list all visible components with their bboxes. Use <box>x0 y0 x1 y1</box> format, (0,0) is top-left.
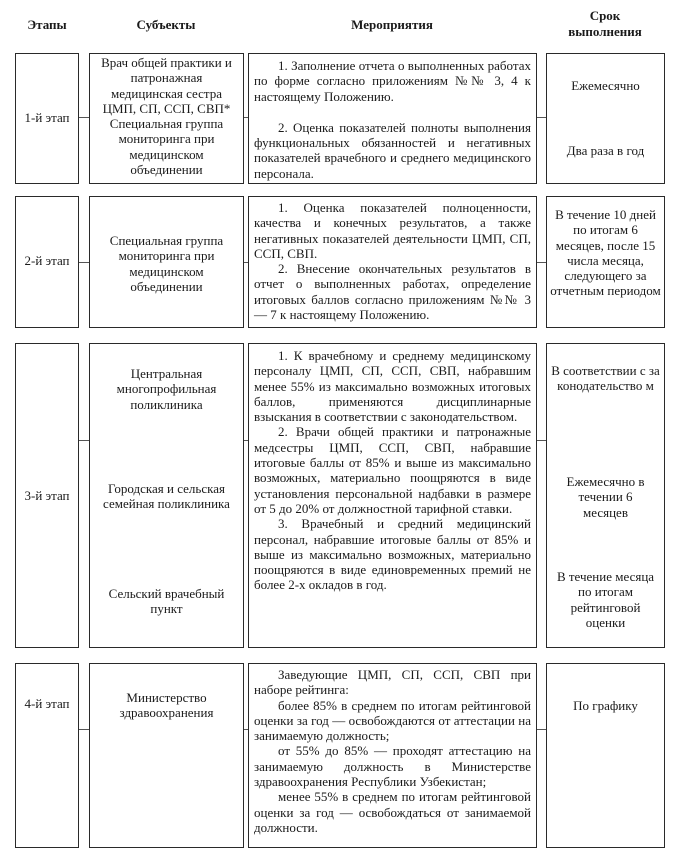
activity-item: менее 55% в среднем по итогам рейтинговой оценки за год — освобождаться от занимаемой должности. <box>254 789 531 835</box>
connector-line <box>537 262 546 263</box>
subject-item: Центральная многопрофильная поликлиника <box>116 366 217 412</box>
header-deadline-line1: Срок <box>589 8 621 23</box>
activity-item: более 85% в среднем по итогам рейтинговой оценки за год — освобождаются от аттестации на занимаемую должность; <box>254 697 531 744</box>
stage-label: 1-й этап <box>24 110 70 125</box>
connector-line <box>79 440 89 441</box>
header-deadline-line2: выполнения <box>568 24 642 39</box>
connector-line <box>79 117 89 118</box>
stage-label: 3-й этап <box>24 488 70 503</box>
stage-box <box>15 343 79 648</box>
stage-box <box>15 196 79 328</box>
header-activities: Мероприятия <box>351 17 433 32</box>
subject-item: Министерство здравоохранения <box>119 690 214 721</box>
stage-label: 2-й этап <box>24 253 70 268</box>
subject-item: Городская и сельская семейная поликлиника <box>103 481 230 512</box>
connector-line <box>537 440 546 441</box>
deadline-box <box>546 663 665 848</box>
stage-box <box>15 663 79 848</box>
deadline-item: В течение 10 дней по итогам 6 месяцев, после 15 числа месяца, следующего за отчетным периодом <box>550 207 661 299</box>
activity-item: 2. Врачи общей практики и патронажные медсестры ЦМП, ССП, СВП, набравшие итоговые баллы от 85% и выше из максимально возможных, материально поощряются в виде установления персональной надбавки в размере от 5 до 20% от должностной тарифной ставки. <box>254 424 531 516</box>
deadline-box <box>546 196 665 328</box>
deadline-item: В соответствии с законодательство м <box>551 363 660 394</box>
activity-item: 3. Врачебный и средний медицинский персонал, набравшие итоговые баллы от 85% и выше из максимально возможных, материально поощряются в виде единовременных премий не более 2-х окладов в год. <box>254 516 531 593</box>
subjects-box <box>89 343 244 648</box>
connector-line <box>79 262 89 263</box>
header-subjects: Субъекты <box>136 17 196 32</box>
deadline-item: Ежемесячно в течении 6 месяцев <box>566 474 645 520</box>
subject-item: Врач общей практики и патронажная медицинская сестра ЦМП, СП, ССП, СВП* <box>101 55 232 116</box>
subjects-box <box>89 663 244 848</box>
subjects-box <box>89 196 244 328</box>
header-stage: Этапы <box>27 17 67 32</box>
activity-item: 1. К врачебному и среднему медицинскому персоналу ЦМП, СП, ССП, СВП, набравшим менее 55% из максимально возможных итоговых баллов, применяются дисциплинарные взыскания в соответствии с законодательством. <box>254 348 531 425</box>
connector-line <box>79 729 89 730</box>
activity-item: 2. Внесение окончательных результатов в отчет о выполненных работах, определение итоговых баллов согласно приложениям №№ 3 — 7 к настоящему Положению. <box>254 261 531 323</box>
deadline-item: В течение месяца по итогам рейтинговой оценки <box>556 569 655 630</box>
deadline-box <box>546 53 665 184</box>
deadline-box <box>546 343 665 648</box>
deadline-item: Два раза в год <box>566 143 645 158</box>
subjects-box <box>89 53 244 184</box>
activity-item: Заведующие ЦМП, СП, ССП, СВП при наборе рейтинга: <box>254 667 531 698</box>
subject-item: Специальная группа мониторинга при медицинском объединении <box>109 233 224 294</box>
activities-box <box>248 196 537 328</box>
stage-label: 4-й этап <box>24 696 70 711</box>
activities-box <box>248 53 537 184</box>
activities-box <box>248 343 537 648</box>
connector-line <box>537 117 546 118</box>
connector-line <box>537 729 546 730</box>
subject-item: Специальная группа мониторинга при медицинском объединении <box>109 116 224 178</box>
stage-box <box>15 53 79 184</box>
activity-item: 2. Оценка показателей полноты выполнения функциональных обязанностей и негативных показателей врачебного и среднего медицинского персонала. <box>254 119 531 181</box>
activity-item: 1. Заполнение отчета о выполненных работах по форме согласно приложениям №№ 3, 4 к настоящему Положению. <box>254 58 531 104</box>
header-deadline <box>546 8 664 40</box>
activity-item: от 55% до 85% — проходят аттестацию на занимаемую должность в Министерстве здравоохранения Республики Узбекистан; <box>254 743 531 790</box>
subject-item: Сельский врачебный пункт <box>108 586 225 617</box>
activities-box <box>248 663 537 848</box>
activity-item: 1. Оценка показателей полноценности, качества и конечных результатов, а также негативных показателей деятельности ЦМП, СП, ССП, СВП. <box>254 200 531 261</box>
deadline-item: Ежемесячно <box>571 78 640 93</box>
deadline-item: По графику <box>573 698 638 713</box>
